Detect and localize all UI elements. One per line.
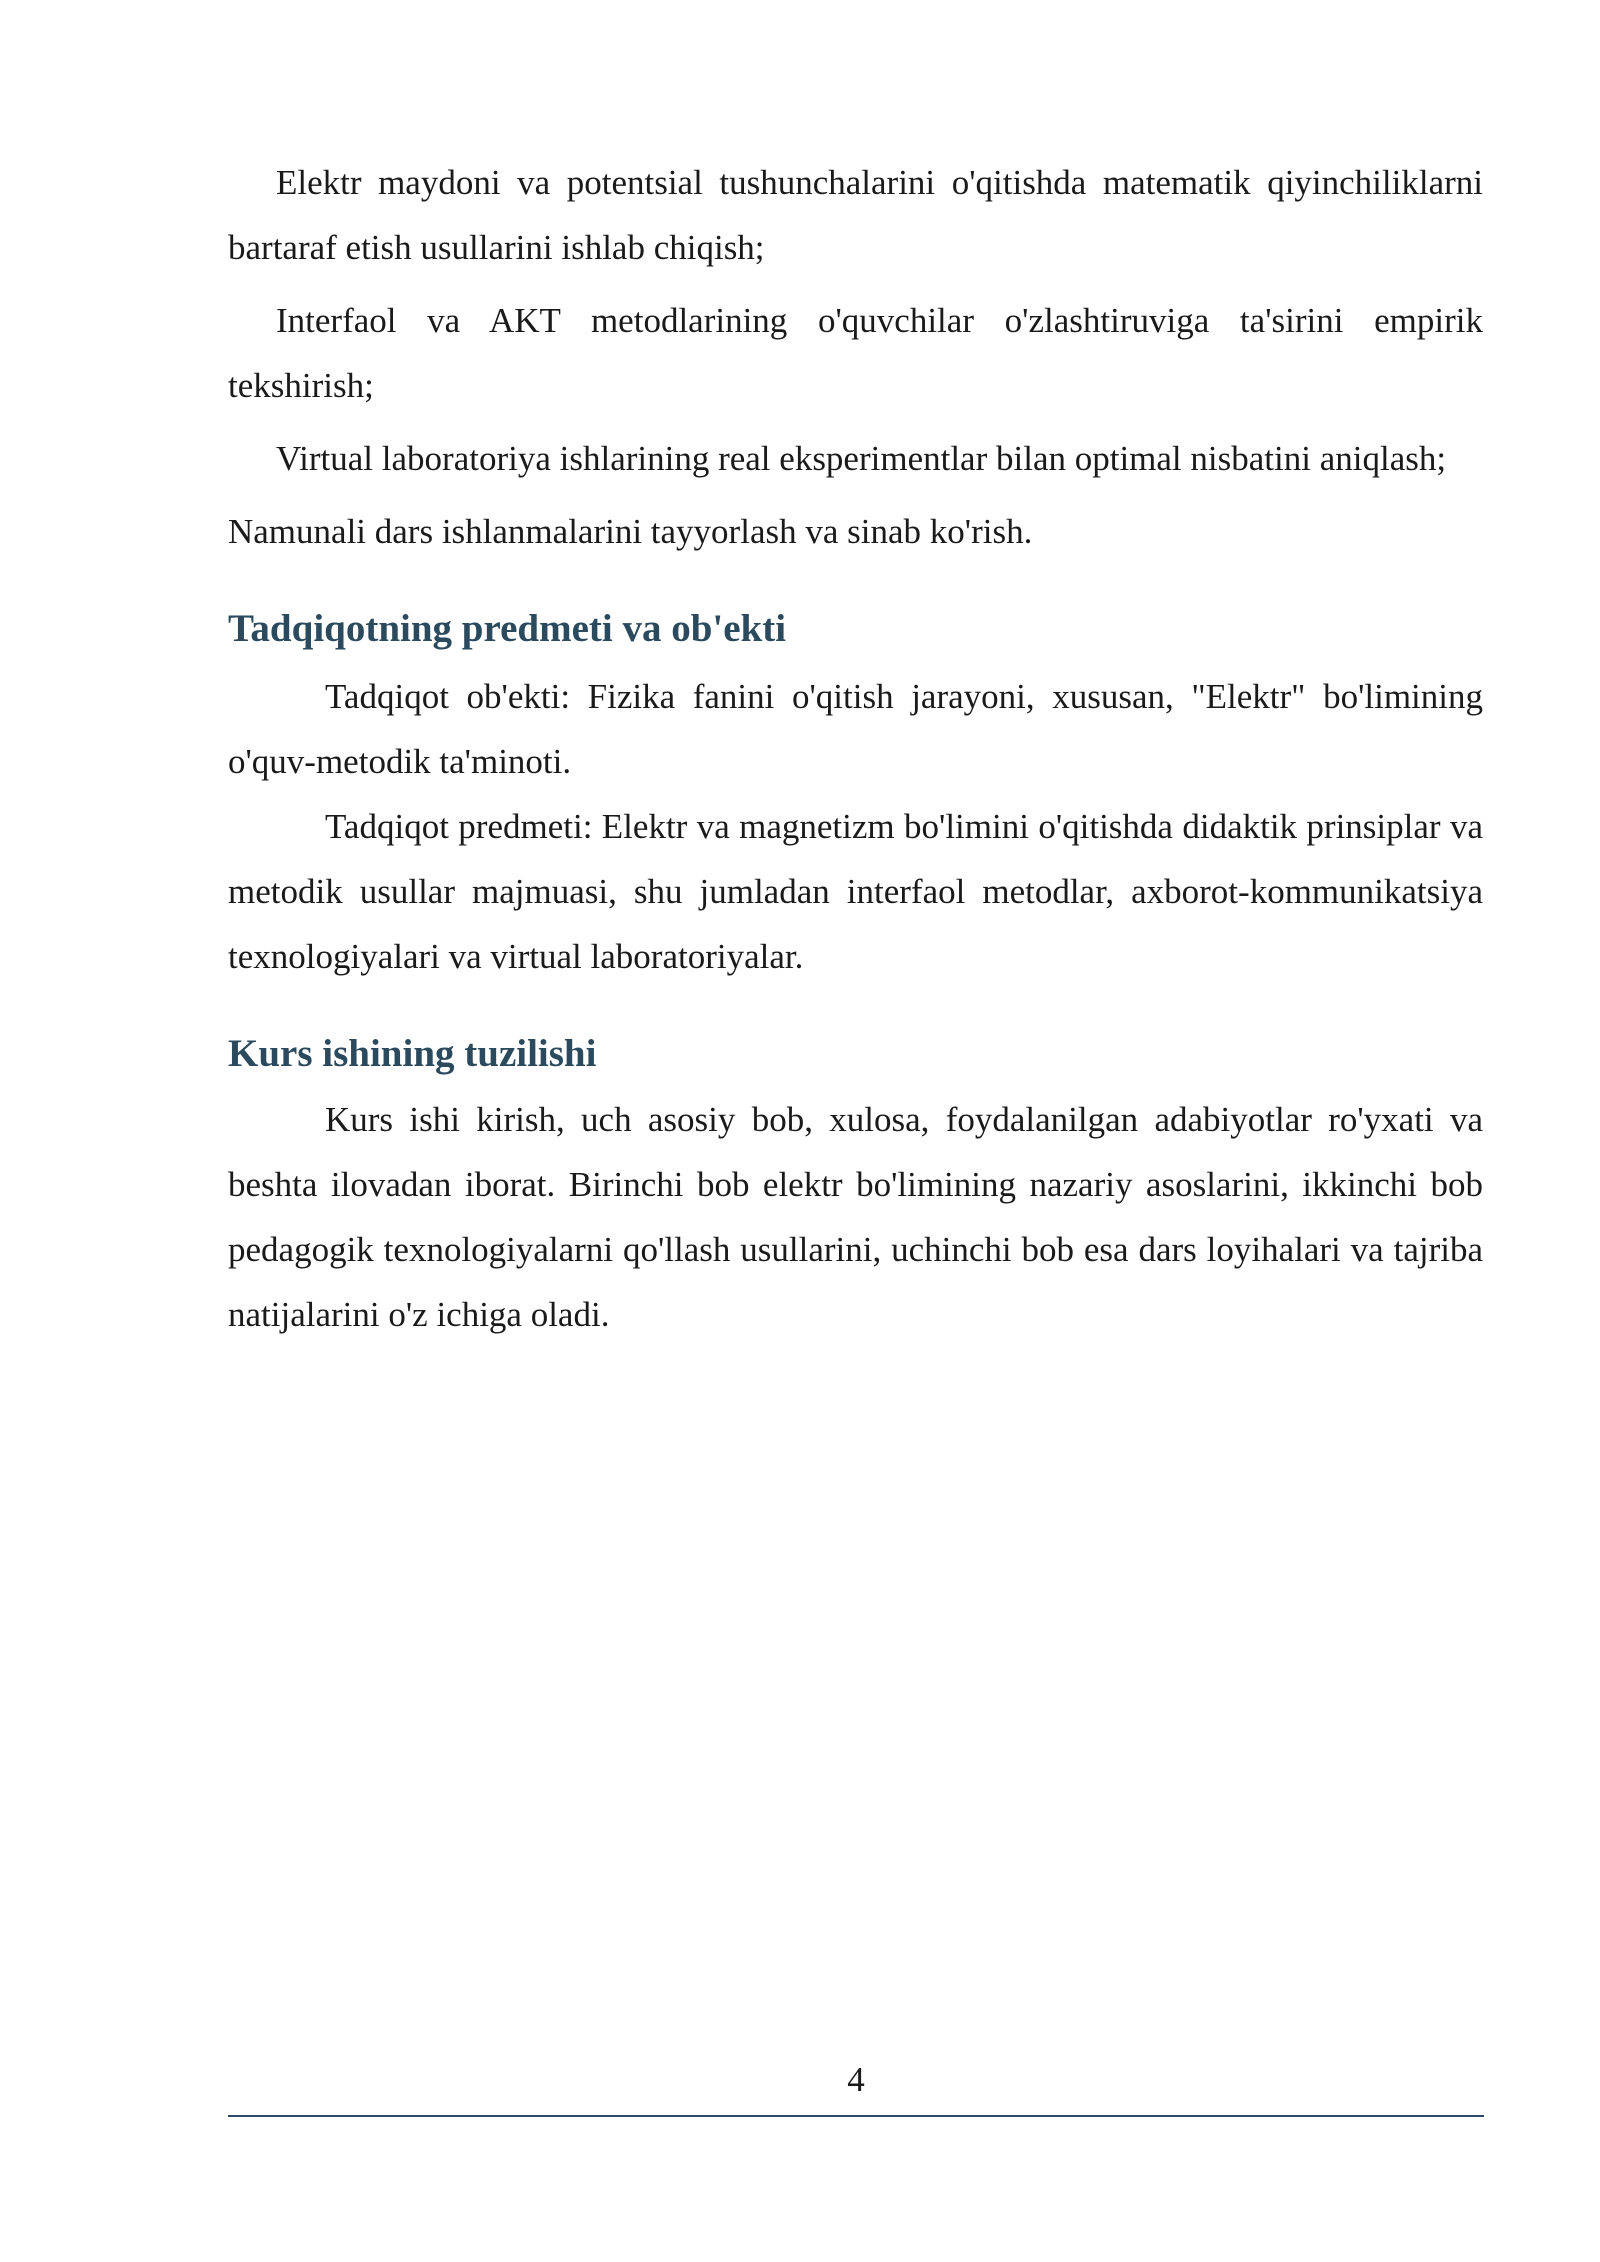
page-number: 4 [847,2060,865,2099]
research-subject-paragraph: Tadqiqot predmeti: Elektr va magnetizm bo'limini o'qitishda didaktik prinsiplar va metodik usullar majmuasi, shu jumladan interfaol metodlar, axborot-kommunikatsiya texnologiyalari va virtual laboratoriyalar. [228,807,1483,976]
section-heading-subject: Tadqiqotning predmeti va ob'ekti [228,607,787,650]
footer-divider [228,2115,1484,2117]
objective-item-1: Elektr maydoni va potentsial tushunchalarini o'qitishda matematik qiyinchiliklarni bartaraf etish usullarini ishlab chiqish; [228,163,1483,267]
structure-paragraph: Kurs ishi kirish, uch asosiy bob, xulosa, foydalanilgan adabiyotlar ro'yxati va beshta ilovadan iborat. Birinchi bob elektr bo'limining nazariy asoslarini, ikkinchi bob pedagogik texnologiyalarni qo'llash usullarini, uchinchi bob esa dars loyihalari va tajriba natijalarini o'z ichiga oladi. [228,1100,1483,1334]
objective-item-4: Namunali dars ishlanmalarini tayyorlash va sinab ko'rish. [228,512,1033,551]
section-heading-structure: Kurs ishining tuzilishi [228,1032,597,1075]
objective-item-3: Virtual laboratoriya ishlarining real eksperimentlar bilan optimal nisbatini aniqlash; [276,439,1447,478]
research-object-paragraph: Tadqiqot ob'ekti: Fizika fanini o'qitish jarayoni, xususan, "Elektr" bo'limining o'quv-metodik ta'minoti. [228,677,1483,781]
page-footer [228,2055,1484,2117]
objective-item-2: Interfaol va AKT metodlarining o'quvchilar o'zlashtiruviga ta'sirini empirik tekshirish; [228,301,1483,405]
document-page [228,150,1483,1347]
